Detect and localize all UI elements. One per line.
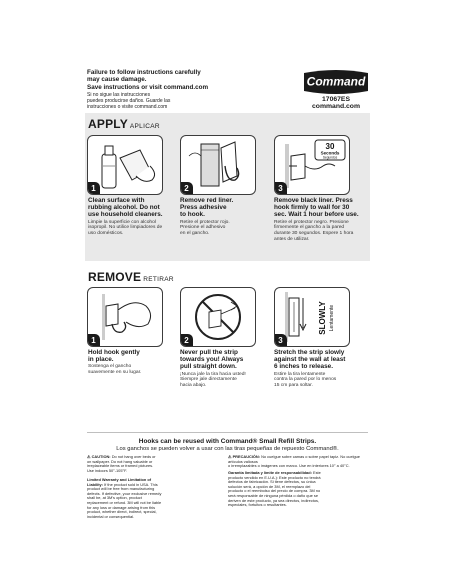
warranty-en [87, 478, 217, 519]
remove-step-1-text [88, 349, 178, 376]
warranty-en-text: If the product sold in USA. This product will be free from manufacturing defects. If defective, your exclusive remedy shall be, at 3M's option, product replacement or refund. 3M will not be liable for any loss or damage arising from this product, whether direct, indirect, special, incidental or consequential. [87, 481, 162, 519]
remove-subtitle: RETIRAR [143, 276, 174, 283]
step-number: 3 [274, 182, 287, 195]
step-instruction-es: Retire el protector rojo. Presione el adhesivo en el gancho. [180, 219, 230, 237]
remove-step-1-illustration [87, 287, 163, 347]
warranty-es [228, 471, 370, 508]
step-instruction-es: Retire el protector negro. Presione firmemente el gancho a la pared durante 30 segundos. Espere 1 hora antes de utilizar. [274, 219, 354, 242]
apply-step-3-text [274, 197, 370, 242]
slowly-label: SLOWLY [318, 301, 327, 335]
caution-es [228, 455, 370, 469]
remove-step-2-text [180, 349, 270, 389]
brand-wordmark: Command [306, 74, 366, 89]
apply-step-2-illustration [180, 135, 256, 195]
step-instruction-es: Estire la tira lentamente contra la pared por lo menos 15 cm para soltar. [274, 371, 337, 389]
step-instruction-en: Remove red liner. Press adhesive to hook. [180, 197, 234, 219]
badge-unit: Seconds [320, 150, 340, 156]
step-instruction-en: Clean surface with rubbing alcohol. Do not use household cleaners. [88, 197, 163, 219]
warranty-en-title: Limited Warranty and Limitation of Liability: [87, 477, 152, 487]
step-instruction-en: Never pull the strip towards you! Always pull straight down. [180, 349, 244, 371]
step-number: 1 [87, 182, 100, 195]
step-instruction-es: Limpie la superficie con alcohol isopropil. No utilice limpiadores de uso domésticos. [88, 219, 163, 237]
warranty-es-text: Este producto vendido en E.U.A.): Este producto no tendrá defectos de fabricación. Si tiene defectos, su única solución será, a opción de 3M, el reemplazo del producto o el reembolso del precio de compra. 3M no será responsable de ninguna pérdida o daño que se deriven de este producto, ya sea directos, indirectos, especiales, fortuitos o resultantes. [228, 470, 321, 508]
website: command.com [312, 103, 360, 111]
header [87, 69, 372, 113]
caution-es-text: No cuelgue sobre camas o sobre papel tapiz. No cuelgue artículos valiosos o irremplazables o imágenes con marco. Use en interiores 10° a 40°C. [228, 454, 360, 469]
step-number: 1 [87, 334, 100, 347]
badge-unit-es: Segundos [322, 155, 338, 160]
step-instruction-en: Remove black liner. Press hook firmly to wall for 30 sec. Wait 1 hour before use. [274, 197, 359, 219]
step-instruction-en: Hold hook gently in place. [88, 349, 140, 364]
apply-step-3-illustration [274, 135, 350, 195]
reuse-subtitle: Los ganchos se pueden volver a usar con las tiras pequeñas de repuesto Command®. [116, 446, 339, 452]
remove-step-3-text [274, 349, 370, 389]
apply-title: APPLY [88, 117, 128, 131]
step-instruction-en: Stretch the strip slowly against the wall at least 6 inches to release. [274, 349, 346, 371]
remove-step-2-illustration [180, 287, 256, 347]
step-number: 3 [274, 334, 287, 347]
reuse-title: Hooks can be reused with Command® Small Refill Strips. [138, 438, 317, 445]
apply-subtitle: APLICAR [129, 123, 160, 130]
caution-es-title: ⚠ PRECAUCIÓN: [228, 454, 261, 459]
footer-divider [87, 432, 368, 433]
part-number: 17067ES [322, 96, 350, 103]
apply-step-1-text [88, 197, 178, 237]
remove-section [85, 263, 370, 423]
warning-english: Failure to follow instructions carefully may cause damage. Save instructions or visit command.com [87, 69, 209, 91]
command-logo [300, 69, 372, 95]
slowly-label-es: Lentamente [329, 304, 335, 332]
step-number: 2 [180, 182, 193, 195]
part-info [312, 96, 360, 111]
warning-spanish: Si no sigue las instrucciones puedes producirse daños. Guarde las instrucciones o visite command.com [87, 92, 171, 111]
warranty-es-title: Garantía limitada y límite de responsabilidad: [228, 470, 312, 475]
caution-en [87, 455, 217, 473]
remove-heading [88, 270, 174, 284]
badge-value: 30 [325, 142, 335, 151]
step-instruction-es: Sostenga el gancho suavemente en su lugar. [88, 364, 142, 376]
command-logo-graphic [300, 69, 372, 95]
apply-heading [88, 117, 160, 131]
step-number: 2 [180, 334, 193, 347]
caution-en-title: ⚠ CAUTION: [87, 454, 111, 459]
step-instruction-es: ¡Nunca jale la tira hacia usted! Siempre jale directamente hacia abajo. [180, 371, 246, 389]
apply-step-1-illustration [87, 135, 163, 195]
remove-step-3-illustration [274, 287, 350, 347]
remove-title: REMOVE [88, 270, 142, 284]
apply-step-2-text [180, 197, 270, 237]
apply-section [85, 113, 370, 261]
caution-en-text: Do not hang over beds or on wallpaper. Do not hang valuable or irreplaceable items or framed pictures. Use indoors 50°-105°F. [87, 454, 156, 473]
